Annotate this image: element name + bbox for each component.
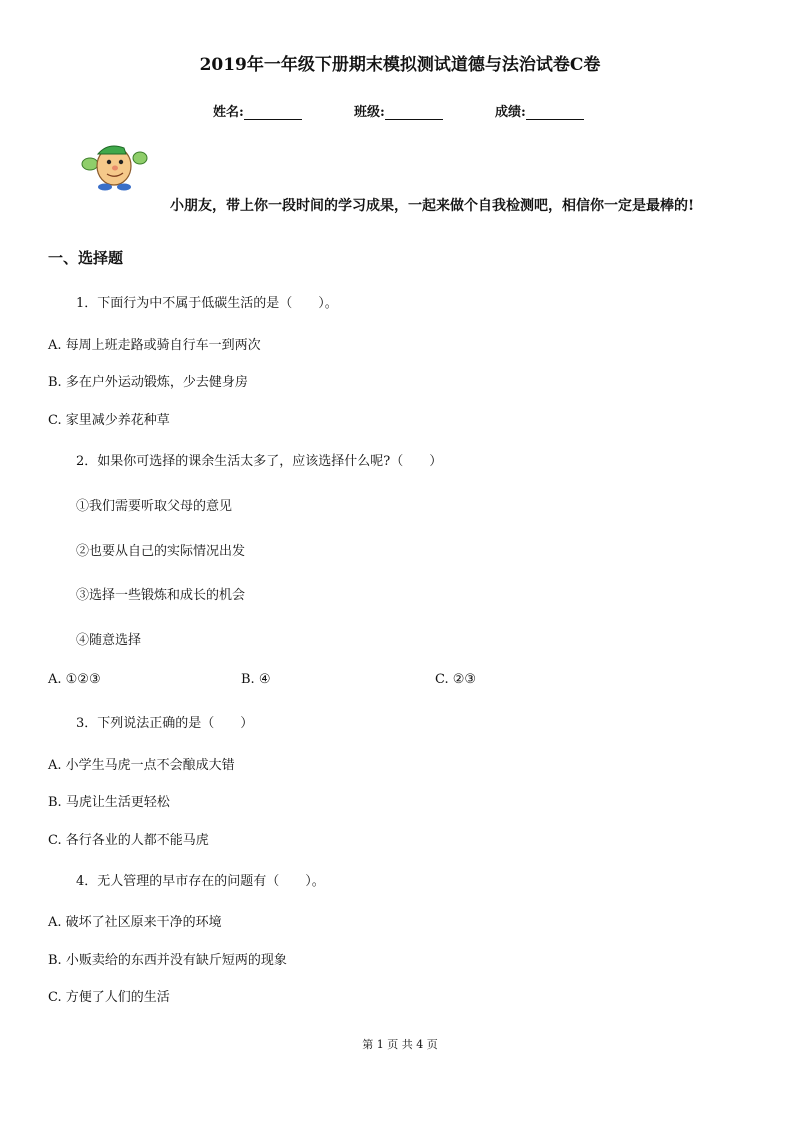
name-label: 姓名: <box>213 105 244 120</box>
question-3-stem: 3．下列说法正确的是（ ） <box>76 716 254 731</box>
page-title: 2019年一年级下册期末模拟测试道德与法治试卷C卷 <box>199 55 601 75</box>
cartoon-boy-mascot-icon <box>78 140 148 192</box>
score-label: 成绩: <box>495 105 526 120</box>
question-2-option-a[interactable]: A. ①②③ <box>48 672 101 687</box>
question-2-stem: 2．如果你可选择的课余生活太多了，应该选择什么呢?（ ） <box>76 454 443 469</box>
score-blank <box>526 105 584 120</box>
question-1-option-c[interactable]: C. 家里减少养花种草 <box>48 413 170 428</box>
question-4-stem: 4．无人管理的早市存在的问题有（ ）。 <box>76 874 325 889</box>
score-field <box>495 101 584 120</box>
question-2-statement-3: ③选择一些锻炼和成长的机会 <box>76 588 246 603</box>
name-field <box>213 101 302 120</box>
question-4-option-b[interactable]: B. 小贩卖给的东西并没有缺斤短两的现象 <box>48 953 287 968</box>
encouragement-text: 小朋友，带上你一段时间的学习成果，一起来做个自我检测吧，相信你一定是最棒的! <box>170 198 695 214</box>
question-2-statement-1: ①我们需要听取父母的意见 <box>76 499 233 514</box>
question-2-option-b[interactable]: B. ④ <box>241 672 271 687</box>
question-1-option-a[interactable]: A. 每周上班走路或骑自行车一到两次 <box>48 338 261 353</box>
question-3-option-c[interactable]: C. 各行各业的人都不能马虎 <box>48 833 209 848</box>
question-3-option-b[interactable]: B. 马虎让生活更轻松 <box>48 795 170 810</box>
section-title: 一、选择题 <box>48 249 124 267</box>
name-blank <box>244 105 302 120</box>
question-2-statement-2: ②也要从自己的实际情况出发 <box>76 544 246 559</box>
question-2-statement-4: ④随意选择 <box>76 633 142 648</box>
question-2-option-c[interactable]: C. ②③ <box>435 672 477 687</box>
question-4-option-c[interactable]: C. 方便了人们的生活 <box>48 990 170 1005</box>
page-footer: 第 1 页 共 4 页 <box>362 1038 438 1051</box>
question-1-option-b[interactable]: B. 多在户外运动锻炼，少去健身房 <box>48 375 248 390</box>
question-1-stem: 1．下面行为中不属于低碳生活的是（ ）。 <box>76 296 338 311</box>
class-label: 班级: <box>354 105 385 120</box>
class-blank <box>385 105 443 120</box>
question-3-option-a[interactable]: A. 小学生马虎一点不会酿成大错 <box>48 758 235 773</box>
question-4-option-a[interactable]: A. 破坏了社区原来干净的环境 <box>48 915 222 930</box>
class-field <box>354 101 443 120</box>
